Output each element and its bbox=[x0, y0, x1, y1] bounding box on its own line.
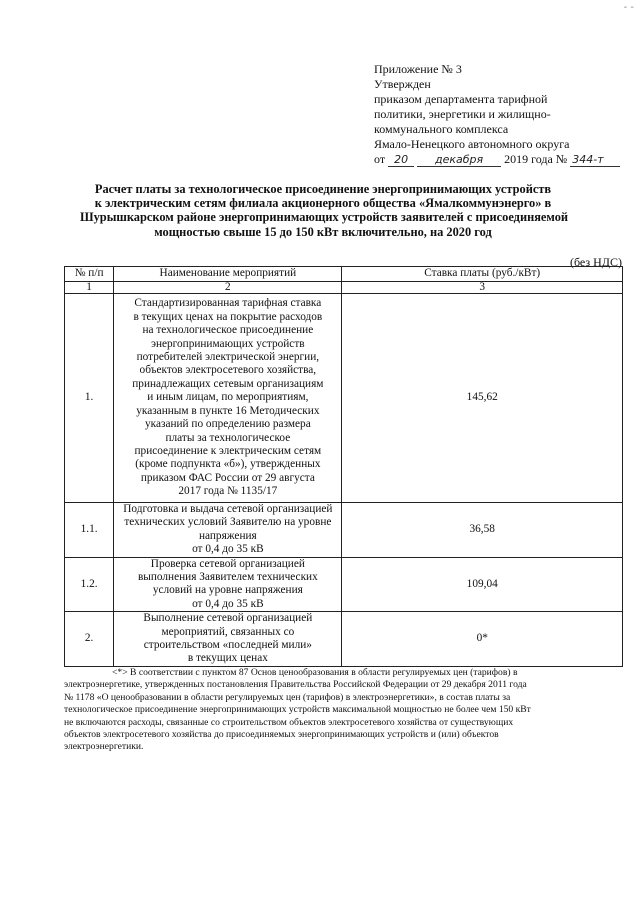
header-rate: Ставка платы (руб./кВт) bbox=[342, 267, 623, 282]
footnote-line: электроэнергетики. bbox=[64, 741, 144, 753]
row-name-line: Стандартизированная тарифная ставка bbox=[134, 297, 322, 310]
column-number: 3 bbox=[342, 282, 623, 294]
column-number-row bbox=[65, 282, 623, 294]
row-rate: 145,62 bbox=[342, 294, 623, 503]
approval-line: Приложение № 3 bbox=[374, 62, 462, 76]
approval-line: приказом департамента тарифной bbox=[374, 92, 548, 106]
document-title bbox=[80, 182, 569, 239]
row-name-line: выполнения Заявителем технических bbox=[137, 571, 318, 584]
row-name-line: технических условий Заявителю на уровне bbox=[124, 516, 332, 529]
row-name bbox=[114, 612, 342, 667]
table-row bbox=[65, 612, 623, 667]
footnote-line: технологическое присоединение энергопринимающих устройств максимальной мощностью не более чем 150 кВт bbox=[64, 704, 531, 716]
table-row bbox=[65, 503, 623, 558]
handwritten-month: декабря bbox=[417, 154, 501, 167]
row-name-line: условий на уровне напряжения bbox=[152, 584, 303, 597]
row-name-line: (кроме подпункта «б»), утвержденных bbox=[135, 458, 321, 471]
footnote bbox=[64, 667, 623, 754]
row-name-line: потребителей электрической энергии, bbox=[136, 351, 320, 364]
handwritten-order-number: 344-т bbox=[570, 154, 620, 167]
row-name-line: в текущих ценах bbox=[187, 652, 268, 665]
row-number: 1. bbox=[65, 294, 114, 503]
row-rate: 109,04 bbox=[342, 557, 623, 612]
row-name-line: Подготовка и выдача сетевой организацией bbox=[123, 503, 333, 515]
row-name-line: от 0,4 до 35 кВ bbox=[192, 597, 264, 610]
title-line: к электрическим сетям филиала акционерного общества «Ямалкоммунэнерго» в bbox=[94, 196, 552, 211]
corner-mark: - - bbox=[623, 2, 634, 13]
approval-line: Утвержден bbox=[374, 77, 431, 91]
row-number: 2. bbox=[65, 612, 114, 667]
handwritten-day: 20 bbox=[388, 154, 414, 167]
footnote-line: № 1178 «О ценообразовании в области регулируемых цен (тарифов) в электроэнергетики», в состав платы за bbox=[64, 691, 511, 703]
row-name-line: принадлежащих сетевым организациям bbox=[132, 377, 324, 390]
row-name bbox=[114, 503, 342, 558]
row-name-line: присоединение к электрическим сетям bbox=[134, 444, 322, 457]
row-name-line: напряжения bbox=[198, 529, 257, 542]
table-row bbox=[65, 557, 623, 612]
row-rate: 0* bbox=[342, 612, 623, 667]
row-name-line: и иным лицам, по мероприятиям, bbox=[147, 391, 309, 404]
row-name-line: от 0,4 до 35 кВ bbox=[192, 543, 264, 556]
title-line: мощностью свыше 15 до 150 кВт включительно, на 2020 год bbox=[154, 224, 492, 239]
row-name-line: Выполнение сетевой организацией bbox=[143, 612, 313, 625]
row-name-line: 2017 года № 1135/17 bbox=[178, 485, 278, 498]
footnote-line: объектов электросетевого хозяйства до присоединяемых энергопринимающих устройств и (или) объектов bbox=[64, 729, 499, 741]
title-line: Расчет платы за технологическое присоединение энергопринимающих устройств bbox=[94, 182, 552, 196]
header-number: № п/п bbox=[65, 267, 114, 282]
footnote-line: электроэнергетике, утвержденных постановления Правительства Российской Федерации от 29 декабря 2011 года bbox=[64, 679, 527, 691]
column-number: 1 bbox=[65, 282, 114, 294]
row-name-line: указаний по определению размера bbox=[145, 418, 311, 431]
row-rate: 36,58 bbox=[342, 503, 623, 558]
footnote-line: <*> В соответствии с пунктом 87 Основ ценообразования в области регулируемых цен (тарифов) в bbox=[112, 667, 518, 678]
row-name-line: в текущих ценах на покрытие расходов bbox=[133, 310, 323, 323]
approval-line: Ямало-Ненецкого автономного округа bbox=[374, 137, 570, 151]
row-name-line: на технологическое присоединение bbox=[142, 324, 314, 337]
table-row bbox=[65, 294, 623, 503]
row-name bbox=[114, 294, 342, 503]
approval-date-line bbox=[374, 152, 624, 167]
title-line: Шурышкарском районе энергопринимающих устройств заявителей с присоединяемой bbox=[80, 210, 569, 225]
tax-note: (без НДС) bbox=[569, 255, 622, 269]
row-name-line: объектов электросетевого хозяйства, bbox=[139, 364, 317, 377]
table-header-row bbox=[65, 267, 623, 282]
approval-line: коммунального комплекса bbox=[374, 122, 509, 136]
row-number: 1.1. bbox=[65, 503, 114, 558]
row-name-line: указанным в пункте 16 Методических bbox=[136, 404, 320, 417]
row-name-line: приказом ФАС России от 29 августа bbox=[140, 471, 315, 484]
row-number: 1.2. bbox=[65, 557, 114, 612]
date-prefix: от bbox=[374, 152, 386, 166]
row-name-line: мероприятий, связанных со bbox=[161, 625, 295, 638]
approval-block bbox=[374, 62, 624, 167]
footnote-line: не включаются расходы, связанные со строительством объектов электросетевого хозяйства от существующих bbox=[64, 716, 514, 728]
header-name: Наименование мероприятий bbox=[114, 267, 342, 282]
row-name bbox=[114, 557, 342, 612]
row-name-line: Проверка сетевой организацией bbox=[150, 557, 305, 570]
row-name-line: платы за технологическое bbox=[165, 431, 291, 444]
approval-line: политики, энергетики и жилищно- bbox=[374, 107, 551, 121]
row-name-line: энергопринимающих устройств bbox=[151, 337, 305, 350]
column-number: 2 bbox=[114, 282, 342, 294]
date-year-text: 2019 года № bbox=[504, 152, 568, 166]
rates-table bbox=[64, 266, 623, 667]
row-name-line: строительством «последней мили» bbox=[143, 639, 312, 652]
